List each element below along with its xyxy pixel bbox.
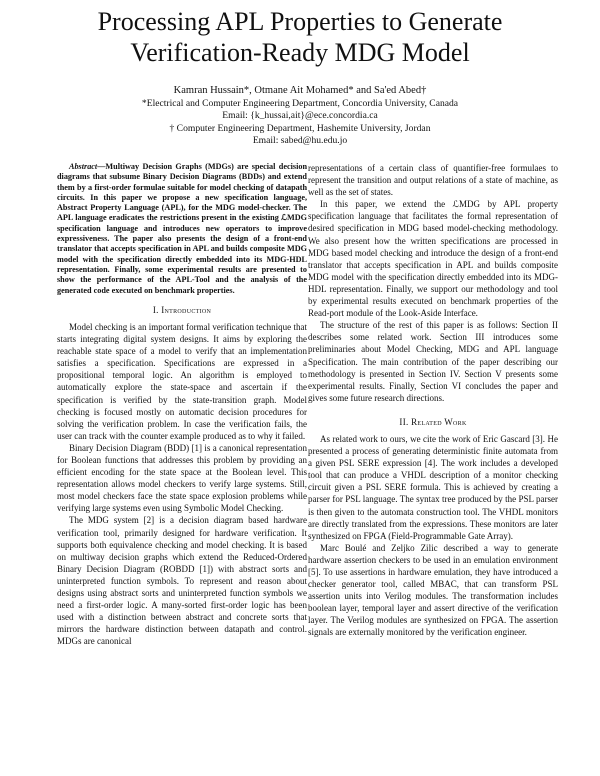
section-heading-introduction: I. Introduction — [152, 304, 212, 315]
email-1: Email: {k_hussai,ait}@ece.concordia.ca — [222, 110, 378, 122]
section-heading-related-work: II. Related Work — [399, 416, 467, 427]
affiliation-2: † Computer Engineering Department, Hashemite University, Jordan — [169, 122, 431, 134]
paragraph: In this paper, we extend the ℒMDG by APL property specification language that facilitates the formal representation of desired specification in MDG based model-checking methodology. We also present how the written specifications are processed in MDG based model checking and introduce the design of a front-end translator that accepts specification in APL and builds composite MDG model with the specification directly embedded into its MDG-HDL representation. Finally, we support our methodology and tool by experimental results executed on benchmark properties of the Read-port module of the Look-Aside Interface. — [308, 199, 558, 319]
left-column — [57, 162, 307, 647]
paper-title — [0, 6, 600, 68]
paragraph: Model checking is an important formal verification technique that starts integrating digital system designs. It aims by exploring the reachable state space of a model to verify that an implementation satisfies a specification. Specifications are expressed in a propositional temporal logic. An algorithm is employed to automatically explore the state-space and ascertain if the specification is verified by the state-transition graph. Model checking is focused mostly on automatic decision procedures for solving the verification problem. In case the verification fails, the user can track with the counter example produced as to why it failed. — [57, 321, 307, 441]
paragraph: representations of a certain class of quantifier-free formulaes to represent the transition and output relations of a state of machine, as well as the set of states. — [308, 163, 558, 198]
abstract — [57, 162, 307, 296]
paragraph: The MDG system [2] is a decision diagram based hardware verification tool, primarily designed for hardware verification. It supports both equivalence checking and model checking. It is based on multiway decision graphs which extend the Reduced-Ordered Binary Decision Diagram (ROBDD [1]) with abstract sorts and uninterpreted function symbols. To represent and reason about designs using abstract sorts and uninterpreted function symbols we need a first-order logic. A many-sorted first-order logic has been used with a distinction between abstract and concrete sorts that mirrors the hardware distinction between datapath and control. MDGs are canonical — [57, 515, 307, 647]
paragraph: Marc Boulé and Zeljko Zilic described a way to generate hardware assertion checkers to be used in an emulation environment [5]. To use assertions in hardware emulation, they have introduced a checker generator tool, called MBAC, that can transform PSL assertion units into Verilog modules. The transformation includes boolean layer, temporal layer and assert directive of the verification layer. The Verilog modules are synthesized on FPGA. The assertion signals are externally monitored by the verification engineer. — [308, 542, 558, 638]
paragraph: As related work to ours, we cite the work of Eric Gascard [3]. He presented a process of generating deterministic finite automata from a given PSL SERE expression [4]. The work includes a developed tool that can produce a VHDL description of a monitor checking circuit given a PSL SERE formula. This is achieved by creating a parser for PSL language. The syntax tree produced by the PSL parser is then given to the automata construction tool. The VHDL monitors are directly translated from the expressions. These monitors are later synthesized on FPGA (Field-Programmable Gate Array). — [308, 433, 558, 541]
title-line-2: Verification-Ready MDG Model — [130, 38, 470, 67]
email-2: Email: sabed@hu.edu.jo — [252, 134, 348, 146]
author-block — [0, 85, 600, 147]
abstract-text: —Multiway Decision Graphs (MDGs) are special decision diagrams that subsume Binary Decision Diagrams (BDDs) and extend them by a first-order formulae suitable for model checking of datapath circuits. In this paper we propose a new specification language, Abstract Property Language (APL), for the MDG model-checker. The APL language eradicates the restrictions present in the existing ℒMDG specification language and introduces new operators to improve expressiveness. The paper also presents the design of a front-end translator that accepts specification in APL and builds composite MDG model with the specification directly embedded into its MDG-HDL representation. Finally, some experimental results are presented to show the performance of the APL-Tool and the analysis of the generated code executed on benchmark properties. — [57, 162, 307, 295]
abstract-label: Abstract — [69, 162, 98, 171]
title-line-1: Processing APL Properties to Generate — [97, 7, 503, 36]
paragraph: The structure of the rest of this paper is as follows: Section II describes some related work. Section III introduces some preliminaries about Model Checking, MDG and APL language Specification. The main contribution of the paper describing our methodology is presented in Section IV. Section V presents some experimental results. Finally, Section VI concludes the paper and gives some future research directions. — [308, 320, 558, 403]
author-names: Kamran Hussain*, Otmane Ait Mohamed* and Sa'ed Abed† — [173, 85, 427, 96]
paragraph: Binary Decision Diagram (BDD) [1] is a canonical representation for Boolean functions that addresses this problem by providing an efficient encoding for the state space at the Boolean level. This representation allows model checkers to verify large systems. Still, most model checkers face the state space explosion problems while verifying large systems even using Symbolic Model Checking. — [57, 442, 307, 514]
affiliation-1: *Electrical and Computer Engineering Department, Concordia University, Canada — [141, 98, 459, 110]
right-column — [308, 162, 558, 639]
